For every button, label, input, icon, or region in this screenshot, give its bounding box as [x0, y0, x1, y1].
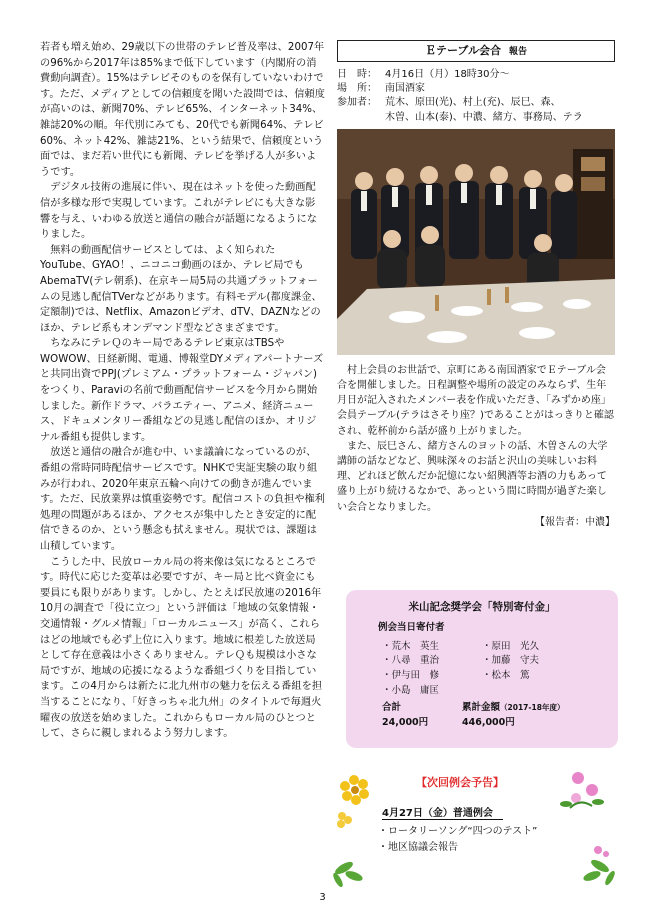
group-photo — [337, 129, 615, 355]
meeting-attendees-row — [337, 96, 615, 110]
cumulative-amount: 446,000円 — [462, 716, 515, 728]
donation-title: 米山記念奨学会「特別寄付金」 — [408, 601, 556, 613]
donor-list — [382, 640, 582, 699]
donor-name: ・八尋 重治 — [382, 655, 440, 667]
meeting-title-box — [337, 40, 615, 62]
meeting-report — [337, 363, 615, 530]
report-signature: 【報告者：中濃】 — [535, 516, 615, 528]
donor-name: ・伊与田 修 — [382, 670, 440, 682]
cumulative-label-wrap — [462, 701, 564, 716]
article-paragraph: 若者も増え始め、29歳以下の世帯のテレビ普及率は、2007年の96%から2017年は85%まで低下しています（内閣府の消費動向調査）。15%はテレビそのものを保有していないわけです。ただ、メディアとしての信頼度を聞いた設問では、信頼度が高いのは、新聞70%、テレビ65%、インターネット34%、雑誌20%の順。年代別にみても、20代でも新聞64%、テレビ60%、ネット42%、雑誌21%、という結果で、信頼度という面では、まだ若い世代にも新聞、テレビを挙げる人が多いようです。 — [40, 42, 326, 178]
article-left-column — [40, 40, 325, 742]
meeting-info — [337, 68, 615, 125]
report-paragraph: また、辰巳さん、緒方さんのヨットの話、木曽さんの大学講師の話などなど、興味深々のお話と沢山の美味しいお料理、どれほど飲んだか記憶にない紹興酒等お酒の力もあって盛り上がり続けるなかで、あっという間に時間が過ぎた楽しい会合となりました。 — [337, 440, 608, 513]
meeting-attendees-label: 参加者： — [337, 97, 377, 109]
pink-rose-icon — [560, 772, 604, 808]
article-paragraph: 放送と通信の融合が進む中、いま議論になっているのが、番組の常時同時配信サービスです。NHKで実証実験の取り組みが行われ、2020年東京五輪へ向けての動きが進んでいます。ただ、民放業界は慎重姿勢です。配信コストの負担や権利処理の問題があるほか、アクセスが集中したとき安定的に配信できるのか、という懸念も拭えません。現状では、課題は山積しています。 — [40, 447, 326, 552]
next-meeting-item: ・ロータリーソング“四つのテスト” — [378, 826, 538, 837]
total-amount: 24,000円 — [382, 716, 429, 728]
total-label: 合計 — [382, 701, 402, 713]
donor-name: ・荒木 英生 — [382, 640, 440, 652]
article-paragraph: デジタル技術の進展に伴い、現在はネットを使った動画配信が多様な形で実現しています。これがテレビにも大きな影響を与え、いわゆる放送と通信の融合が話題になるようになりました。 — [40, 182, 318, 241]
meeting-report-column — [337, 40, 615, 530]
meeting-date: 4月16日（月）18時30分～ — [385, 69, 510, 80]
next-meeting-section — [330, 768, 620, 888]
meeting-place: 南国酒家 — [385, 83, 425, 95]
page-number: 3 — [319, 892, 326, 903]
article-paragraph: こうした中、民放ローカル局の将来像は気になるところです。時代に応じた変革は必要ですが、キー局と比べ資金にも要員にも限りがあります。しかし、たとえば民放連の2016年10月の調査で「役に立つ」という評価は「地域の気象情報・交通情報・グルメ情報」「ローカルニュース」が高く、これらはどの地域でも必ず上位に入ります。地域に根差した放送局として存在意義は小さくありません。テレＱも規模は小さな局ですが、地域の応援になるような番組づくりを目指しています。この4月からは新たに北九州市の魅力を伝える番組を担当することになり、「好きっちゃ北九州」のタイトルで毎週火曜夜の放送を始めました。これからもローカル局のひとつとして、さらに親しまれるよう努力します。 — [40, 556, 323, 740]
meeting-place-label: 場 所： — [337, 83, 377, 95]
meeting-place-row — [337, 82, 615, 96]
meeting-title-tag: 報告 — [509, 47, 528, 57]
donor-name: ・松本 篤 — [482, 670, 530, 682]
next-meeting-item: ・地区協議会報告 — [378, 842, 458, 853]
meeting-date-label: 日 時： — [337, 69, 377, 80]
meeting-attendees-line2: 木曽、山本(泰)、中濃、緒方、事務局、テラ — [385, 111, 583, 123]
yellow-flower-icon — [340, 775, 369, 805]
cumulative-label: 累計金額 — [462, 701, 501, 713]
donation-amounts — [382, 716, 604, 731]
article-paragraph: 無料の動画配信サービスとしては、よく知られたYouTube、GYAO！、ニコニコ動画のほか、テレビ局でもAbemaTV(テレ朝系)、在京キー局5局の共通プラットフォームの見逃し配信TVerなどがあります。有料モデル(都度課金、定額制)では、Netflix、Amazonビデオ、dTV、DAZNなどのほか、テレビ系もオンデマンド型などさまざまです。 — [40, 244, 322, 334]
donor-name: ・原田 光久 — [482, 640, 540, 652]
next-meeting-title: 【次回例会予告】 — [416, 776, 504, 789]
donation-box — [346, 590, 618, 748]
donor-name: ・小島 庸匡 — [382, 684, 440, 696]
donation-totals-labels — [382, 701, 604, 716]
group-photo-illustration — [337, 129, 615, 355]
meeting-title: Ｅテーブル会合 — [424, 44, 501, 57]
cumulative-note: （2017-18年度） — [500, 702, 565, 712]
donation-subtitle: 例会当日寄付者 — [378, 621, 445, 633]
next-meeting-date: 4月27日（金）普通例会 — [382, 804, 503, 820]
meeting-attendees-row2 — [337, 111, 615, 125]
article-paragraph: ちなみにテレＱのキー局であるテレビ東京はTBSやWOWOW、日経新聞、電通、博報堂DYメディアパートナーズと共同出資でPPJ(プレミアム・プラットフォーム・ジャパン)をつくり、Paraviの名前で動画配信サービスを今月から開始しました。新作ドラマ、バラエティー、アニメ、経済ニュース、ドキュメンタリー番組などの見逃し配信のほか、オリジナル番組も提供します。 — [40, 338, 324, 443]
meeting-attendees-line1: 荒木、原田(光)、村上(充)、辰巳、森、 — [385, 97, 561, 109]
report-paragraph: 村上会員のお世話で、京町にある南国酒家でＥテーブル会合を開催しました。日程調整や場所の設定のみならず、生年月日が記入されたメンバー表を作成いただき、「みずかめ座」会員テーブル(テラはさそり座？)であることがはっきりと確認され、乾杯前から話が盛り上がりました。 — [337, 364, 614, 437]
meeting-date-row — [337, 68, 615, 82]
donor-name: ・加藤 守夫 — [482, 655, 540, 667]
